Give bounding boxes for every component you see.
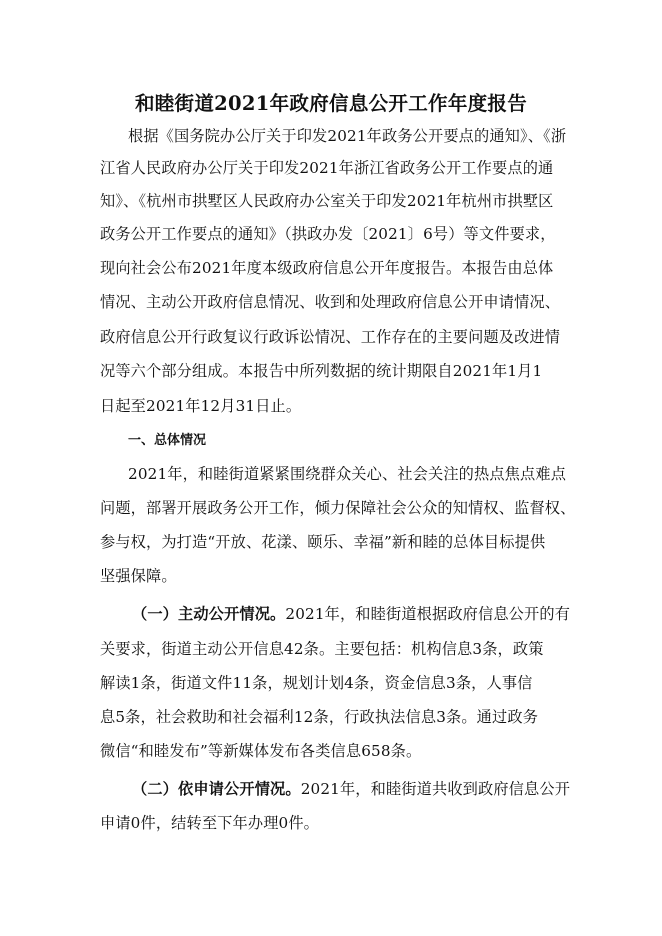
- intro-line-7: 政府信息公开行政复议行政诉讼情况、工作存在的主要问题及改进情: [100, 328, 561, 346]
- intro-line-6: 情况、主动公开政府信息情况、收到和处理政府信息公开申请情况、: [100, 293, 561, 311]
- sub1-line-3: 解读1条，街道文件11条，规划计划4条，资金信息3条，人事信: [100, 674, 533, 692]
- intro-line-1: 根据《国务院办公厅关于印发2021年政务公开要点的通知》、《浙: [128, 127, 567, 145]
- section1-line-4: 坚强保障。: [100, 567, 177, 585]
- sub1-first-text: 2021年，和睦街道根据政府信息公开的有: [285, 605, 571, 623]
- sub1-line-5: 微信“和睦发布”等新媒体发布各类信息658条。: [100, 742, 422, 760]
- sub2-first-text: 2021年，和睦街道共收到政府信息公开: [300, 780, 571, 798]
- sub2-first-line: [132, 779, 570, 799]
- sub1-first-line: [132, 604, 570, 624]
- sub2-heading: （二）依申请公开情况。: [132, 780, 301, 798]
- section1-line-3: 参与权，为打造“开放、花漾、颐乐、幸福”新和睦的总体目标提供: [100, 533, 546, 551]
- intro-line-9: 日起至2021年12月31日止。: [100, 397, 302, 415]
- sub1-line-4: 息5条，社会救助和社会福利12条，行政执法信息3条。通过政务: [100, 708, 539, 726]
- section1-line-2: 问题，部署开展政务公开工作，倾力保障社会公众的知情权、监督权、: [100, 499, 576, 517]
- sub1-line-2: 关要求，街道主动公开信息42条。主要包括：机构信息3条，政策: [100, 640, 544, 658]
- intro-line-5: 现向社会公布2021年度本级政府信息公开年度报告。本报告由总体: [100, 259, 554, 277]
- intro-line-4: 政务公开工作要点的通知》（拱政办发〔2021〕6号）等文件要求，: [100, 225, 556, 243]
- section1-line-1: 2021年，和睦街道紧紧围绕群众关心、社会关注的热点焦点难点: [128, 465, 567, 483]
- intro-line-2: 江省人民政府办公厅关于印发2021年浙江省政务公开工作要点的通: [100, 159, 554, 177]
- intro-line-8: 况等六个部分组成。本报告中所列数据的统计期限自2021年1月1: [100, 362, 543, 380]
- sub2-line-2: 申请0件，结转至下年办理0件。: [100, 814, 320, 832]
- section-heading-overview: 一、总体情况: [128, 433, 207, 448]
- document-title: 和睦街道2021年政府信息公开工作年度报告: [134, 92, 528, 115]
- sub1-heading: （一）主动公开情况。: [132, 605, 286, 623]
- intro-line-3: 知》、《杭州市拱墅区人民政府办公室关于印发2021年杭州市拱墅区: [100, 192, 554, 210]
